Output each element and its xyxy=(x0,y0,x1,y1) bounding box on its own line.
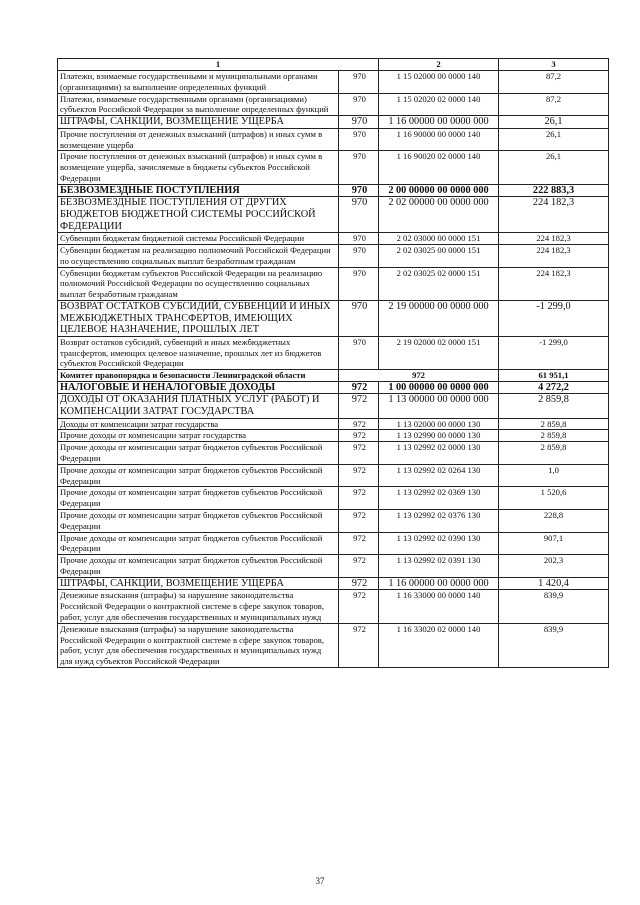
row-sum: 1 520,6 xyxy=(499,487,609,510)
row-admin-code: 972 xyxy=(339,370,499,382)
row-code: 1 00 00000 00 0000 000 xyxy=(379,381,499,394)
row-sum: 839,9 xyxy=(499,590,609,623)
row-sum: 2 859,8 xyxy=(499,442,609,465)
row-admin: 972 xyxy=(339,577,379,590)
row-admin: 970 xyxy=(339,128,379,151)
table-row xyxy=(58,442,609,465)
row-sum: 907,1 xyxy=(499,532,609,555)
row-name: Возврат остатков субсидий, субвенций и иных межбюджетных трансфертов, имеющих целевое назначение, прошлых лет из бюджетов субъектов Российской Федерации xyxy=(58,336,339,369)
row-admin: 972 xyxy=(339,510,379,533)
table-row xyxy=(58,267,609,300)
row-admin: 972 xyxy=(339,590,379,623)
row-admin: 972 xyxy=(339,623,379,667)
table-row xyxy=(58,71,609,94)
table-row xyxy=(58,418,609,430)
row-code: 1 13 02992 02 0376 130 xyxy=(379,510,499,533)
row-sum: 224 182,3 xyxy=(499,244,609,267)
row-code: 1 13 00000 00 0000 000 xyxy=(379,394,499,418)
row-code: 1 15 02000 00 0000 140 xyxy=(379,71,499,94)
row-code: 2 19 02000 02 0000 151 xyxy=(379,336,499,369)
table-row xyxy=(58,555,609,578)
row-name: Прочие доходы от компенсации затрат государства xyxy=(58,430,339,442)
row-code: 1 16 90020 02 0000 140 xyxy=(379,151,499,184)
row-admin: 970 xyxy=(339,300,379,336)
row-name: Прочие доходы от компенсации затрат бюджетов субъектов Российской Федерации xyxy=(58,532,339,555)
row-sum: 224 182,3 xyxy=(499,197,609,233)
row-name: Прочие доходы от компенсации затрат бюджетов субъектов Российской Федерации xyxy=(58,464,339,487)
row-sum: 2 859,8 xyxy=(499,430,609,442)
row-admin: 972 xyxy=(339,487,379,510)
table-row xyxy=(58,336,609,369)
row-code: 1 16 90000 00 0000 140 xyxy=(379,128,499,151)
table-header-row xyxy=(58,59,609,71)
row-admin: 972 xyxy=(339,555,379,578)
row-code: 1 13 02000 00 0000 130 xyxy=(379,418,499,430)
row-name: НАЛОГОВЫЕ И НЕНАЛОГОВЫЕ ДОХОДЫ xyxy=(58,381,339,394)
row-name: ШТРАФЫ, САНКЦИИ, ВОЗМЕЩЕНИЕ УЩЕРБА xyxy=(58,577,339,590)
row-name: Комитет правопорядка и безопасности Ленинградской области xyxy=(58,370,339,382)
row-sum: 26,1 xyxy=(499,128,609,151)
row-code: 1 13 02992 02 0000 130 xyxy=(379,442,499,465)
row-name: Субвенции бюджетам бюджетной системы Российской Федерации xyxy=(58,233,339,245)
row-code: 1 13 02992 02 0391 130 xyxy=(379,555,499,578)
table-row xyxy=(58,394,609,418)
row-admin: 970 xyxy=(339,267,379,300)
row-code: 2 02 03025 00 0000 151 xyxy=(379,244,499,267)
table-row xyxy=(58,590,609,623)
table-row xyxy=(58,623,609,667)
row-name: Субвенции бюджетам на реализацию полномочий Российской Федерации по осуществлению социальных выплат безработным гражданам xyxy=(58,244,339,267)
row-name: Денежные взыскания (штрафы) за нарушение законодательства Российской Федерации о контрактной системе в сфере закупок товаров, работ, услуг для обеспечения государственных и муниципальных нужд xyxy=(58,590,339,623)
table-row xyxy=(58,370,609,382)
row-admin: 972 xyxy=(339,381,379,394)
table-row xyxy=(58,577,609,590)
table-row xyxy=(58,244,609,267)
row-name: Субвенции бюджетам субъектов Российской Федерации на реализацию полномочий Российской Федерации по осуществлению социальных выплат безработным гражданам xyxy=(58,267,339,300)
table-row xyxy=(58,116,609,129)
row-sum: 228,8 xyxy=(499,510,609,533)
row-name: ДОХОДЫ ОТ ОКАЗАНИЯ ПЛАТНЫХ УСЛУГ (РАБОТ) И КОМПЕНСАЦИИ ЗАТРАТ ГОСУДАРСТВА xyxy=(58,394,339,418)
table-row xyxy=(58,464,609,487)
table-row xyxy=(58,93,609,116)
row-sum: 2 859,8 xyxy=(499,418,609,430)
row-admin: 972 xyxy=(339,430,379,442)
row-name: Доходы от компенсации затрат государства xyxy=(58,418,339,430)
row-sum: 224 182,3 xyxy=(499,267,609,300)
row-code: 1 13 02992 02 0264 130 xyxy=(379,464,499,487)
row-sum: 222 883,3 xyxy=(499,184,609,197)
row-code: 1 13 02992 02 0390 130 xyxy=(379,532,499,555)
row-admin: 970 xyxy=(339,71,379,94)
row-name: Прочие доходы от компенсации затрат бюджетов субъектов Российской Федерации xyxy=(58,555,339,578)
row-admin: 972 xyxy=(339,394,379,418)
row-admin: 970 xyxy=(339,244,379,267)
row-admin: 970 xyxy=(339,336,379,369)
row-sum: -1 299,0 xyxy=(499,336,609,369)
row-name: Платежи, взимаемые государственными органами (организациями) субъектов Российской Федерации за выполнение определенных функций xyxy=(58,93,339,116)
row-code: 1 16 00000 00 0000 000 xyxy=(379,577,499,590)
row-code: 1 13 02990 00 0000 130 xyxy=(379,430,499,442)
row-name: Платежи, взимаемые государственными и муниципальными органами (организациями) за выполнение определенных функций xyxy=(58,71,339,94)
row-sum: 87,2 xyxy=(499,93,609,116)
row-name: БЕЗВОЗМЕЗДНЫЕ ПОСТУПЛЕНИЯ xyxy=(58,184,339,197)
row-admin: 970 xyxy=(339,151,379,184)
header-col-2: 2 xyxy=(379,59,499,71)
row-code: 2 02 00000 00 0000 000 xyxy=(379,197,499,233)
row-sum: 224 182,3 xyxy=(499,233,609,245)
row-code: 2 02 03025 02 0000 151 xyxy=(379,267,499,300)
page-number: 37 xyxy=(315,876,325,886)
row-admin: 972 xyxy=(339,442,379,465)
table-row xyxy=(58,184,609,197)
row-admin: 970 xyxy=(339,197,379,233)
row-name: Прочие доходы от компенсации затрат бюджетов субъектов Российской Федерации xyxy=(58,487,339,510)
row-sum: 26,1 xyxy=(499,151,609,184)
row-name: Прочие поступления от денежных взысканий (штрафов) и иных сумм в возмещение ущерба xyxy=(58,128,339,151)
row-code: 1 16 33000 00 0000 140 xyxy=(379,590,499,623)
row-sum: 2 859,8 xyxy=(499,394,609,418)
row-admin: 972 xyxy=(339,418,379,430)
table-row xyxy=(58,510,609,533)
row-name: ВОЗВРАТ ОСТАТКОВ СУБСИДИЙ, СУБВЕНЦИЙ И ИНЫХ МЕЖБЮДЖЕТНЫХ ТРАНСФЕРТОВ, ИМЕЮЩИХ ЦЕЛЕВОЕ НАЗНАЧЕНИЕ, ПРОШЛЫХ ЛЕТ xyxy=(58,300,339,336)
row-sum: 1,0 xyxy=(499,464,609,487)
row-name: Денежные взыскания (штрафы) за нарушение законодательства Российской Федерации о контрактной системе в сфере закупок товаров, работ, услуг для обеспечения государственных и муниципальных нужд для нужд субъектов Российской Федерации xyxy=(58,623,339,667)
row-admin: 970 xyxy=(339,184,379,197)
row-admin: 970 xyxy=(339,93,379,116)
row-name: Прочие поступления от денежных взысканий (штрафов) и иных сумм в возмещение ущерба, зачисляемые в бюджеты субъектов Российской Федерации xyxy=(58,151,339,184)
row-sum: 4 272,2 xyxy=(499,381,609,394)
row-code: 2 00 00000 00 0000 000 xyxy=(379,184,499,197)
table-row xyxy=(58,381,609,394)
table-row xyxy=(58,300,609,336)
row-code: 1 15 02020 02 0000 140 xyxy=(379,93,499,116)
row-name: ШТРАФЫ, САНКЦИИ, ВОЗМЕЩЕНИЕ УЩЕРБА xyxy=(58,116,339,129)
table-row xyxy=(58,430,609,442)
table-row xyxy=(58,128,609,151)
row-code: 1 16 33020 02 0000 140 xyxy=(379,623,499,667)
table-row xyxy=(58,151,609,184)
row-sum: 839,9 xyxy=(499,623,609,667)
row-admin: 970 xyxy=(339,233,379,245)
row-sum: 202,3 xyxy=(499,555,609,578)
row-admin: 970 xyxy=(339,116,379,129)
row-sum: 87,2 xyxy=(499,71,609,94)
row-sum: 26,1 xyxy=(499,116,609,129)
row-name: Прочие доходы от компенсации затрат бюджетов субъектов Российской Федерации xyxy=(58,510,339,533)
row-name: БЕЗВОЗМЕЗДНЫЕ ПОСТУПЛЕНИЯ ОТ ДРУГИХ БЮДЖЕТОВ БЮДЖЕТНОЙ СИСТЕМЫ РОССИЙСКОЙ ФЕДЕРАЦИИ xyxy=(58,197,339,233)
row-code: 2 19 00000 00 0000 000 xyxy=(379,300,499,336)
row-code: 1 16 00000 00 0000 000 xyxy=(379,116,499,129)
row-sum: 1 420,4 xyxy=(499,577,609,590)
row-name: Прочие доходы от компенсации затрат бюджетов субъектов Российской Федерации xyxy=(58,442,339,465)
row-sum: -1 299,0 xyxy=(499,300,609,336)
row-admin: 972 xyxy=(339,464,379,487)
row-code: 1 13 02992 02 0369 130 xyxy=(379,487,499,510)
table-body xyxy=(58,71,609,668)
header-col-1: 1 xyxy=(58,59,379,71)
row-sum: 61 951,1 xyxy=(499,370,609,382)
revenue-table xyxy=(57,58,609,668)
table-row xyxy=(58,487,609,510)
row-code: 2 02 03000 00 0000 151 xyxy=(379,233,499,245)
table-row xyxy=(58,197,609,233)
table-row xyxy=(58,233,609,245)
header-col-3: 3 xyxy=(499,59,609,71)
row-admin: 972 xyxy=(339,532,379,555)
table-row xyxy=(58,532,609,555)
